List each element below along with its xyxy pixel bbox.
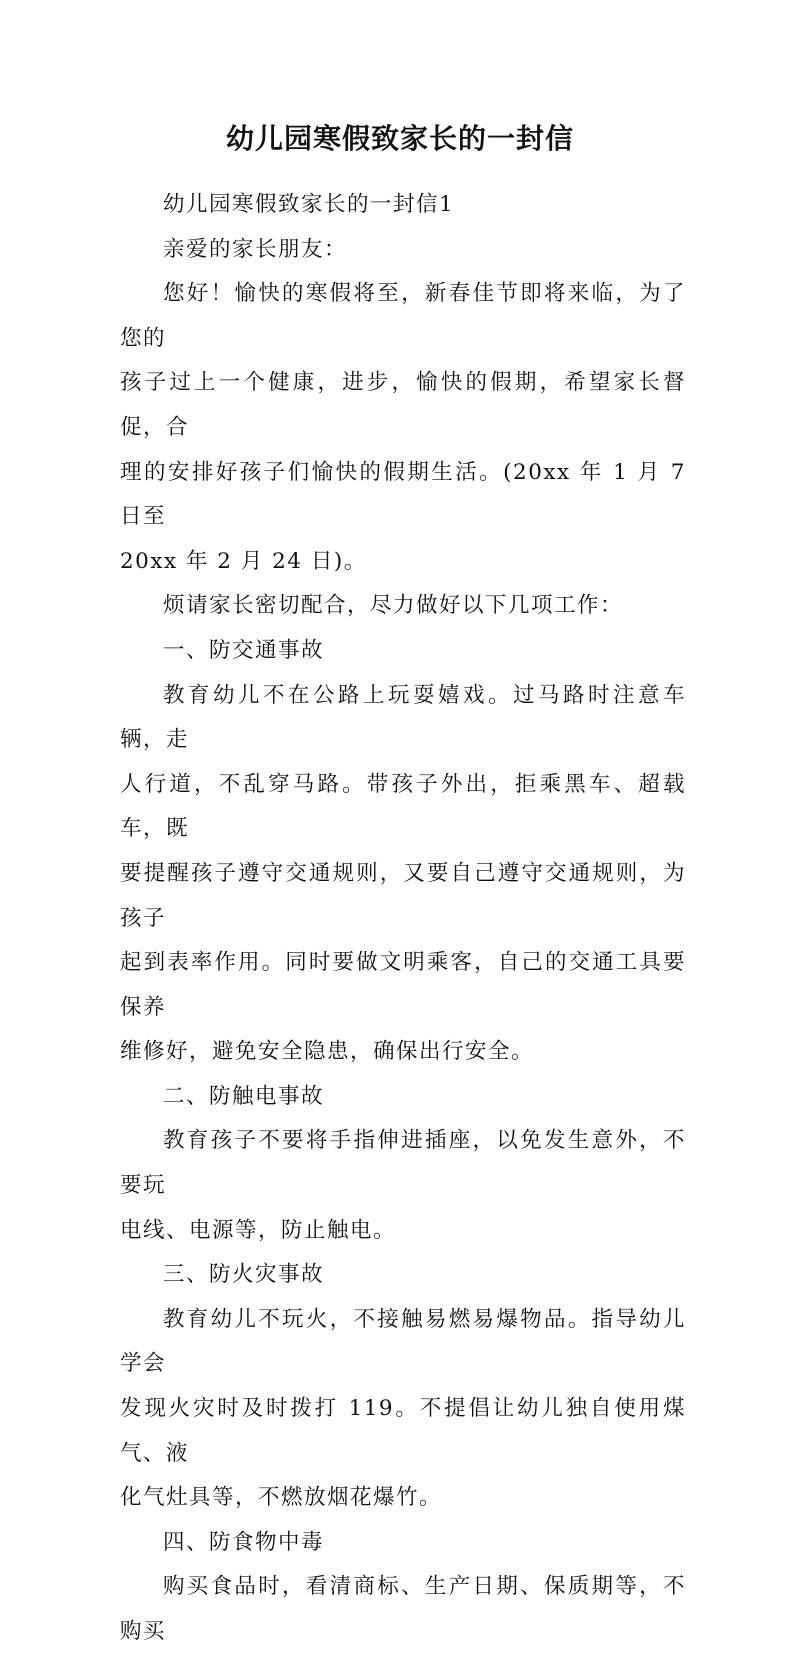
section-heading: 一、防交通事故 [163, 637, 325, 663]
section-paragraph [120, 1298, 686, 1521]
text-line: 孩子过上一个健康，进步，愉快的假期，希望家长督促，合 [120, 370, 686, 440]
section-paragraph [120, 674, 686, 1075]
letter-greeting: 亲爱的家长朋友： [163, 236, 348, 262]
text-line: 20xx 年 2 月 24 日)。 [120, 548, 367, 574]
document-title: 幼儿园寒假致家长的一封信 [225, 121, 574, 155]
section-heading: 四、防食物中毒 [163, 1529, 325, 1555]
text-line: 电线、电源等，防止触电。 [120, 1217, 397, 1243]
section-heading: 二、防触电事故 [163, 1083, 325, 1109]
text-line: 化气灶具等，不燃放烟花爆竹。 [120, 1485, 443, 1511]
text-line: 起到表率作用。同时要做文明乘客，自己的交通工具要保养 [120, 950, 686, 1020]
section-heading: 三、防火灾事故 [163, 1262, 325, 1288]
text-line: 您好！愉快的寒假将至，新春佳节即将来临，为了您的 [120, 281, 686, 351]
intro-paragraph [120, 272, 686, 584]
text-line: 购买食品时，看清商标、生产日期、保质期等，不购买 [120, 1574, 686, 1644]
text-line: 维修好，避免安全隐患，确保出行安全。 [120, 1039, 535, 1065]
section-paragraph [120, 1565, 686, 1654]
text-line: 发现火灾时及时拨打 119。不提倡让幼儿独自使用煤气、液 [120, 1396, 686, 1466]
text-line: 理的安排好孩子们愉快的假期生活。(20xx 年 1 月 7 日至 [120, 459, 686, 530]
section-paragraph [120, 1119, 686, 1253]
text-line: 教育幼儿不在公路上玩耍嬉戏。过马路时注意车辆，走 [120, 682, 686, 753]
text-line: 要提醒孩子遵守交通规则，又要自己遵守交通规则，为孩子 [120, 860, 686, 931]
letter-subtitle: 幼儿园寒假致家长的一封信1 [163, 192, 455, 217]
text-line: 人行道，不乱穿马路。带孩子外出，拒乘黑车、超载车，既 [120, 771, 686, 842]
text-line: 教育孩子不要将手指伸进插座，以免发生意外，不要玩 [120, 1128, 686, 1199]
document-body [120, 183, 686, 1655]
request-paragraph: 烦请家长密切配合，尽力做好以下几项工作： [163, 593, 624, 619]
text-line: 教育幼儿不玩火，不接触易燃易爆物品。指导幼儿学会 [120, 1306, 686, 1377]
